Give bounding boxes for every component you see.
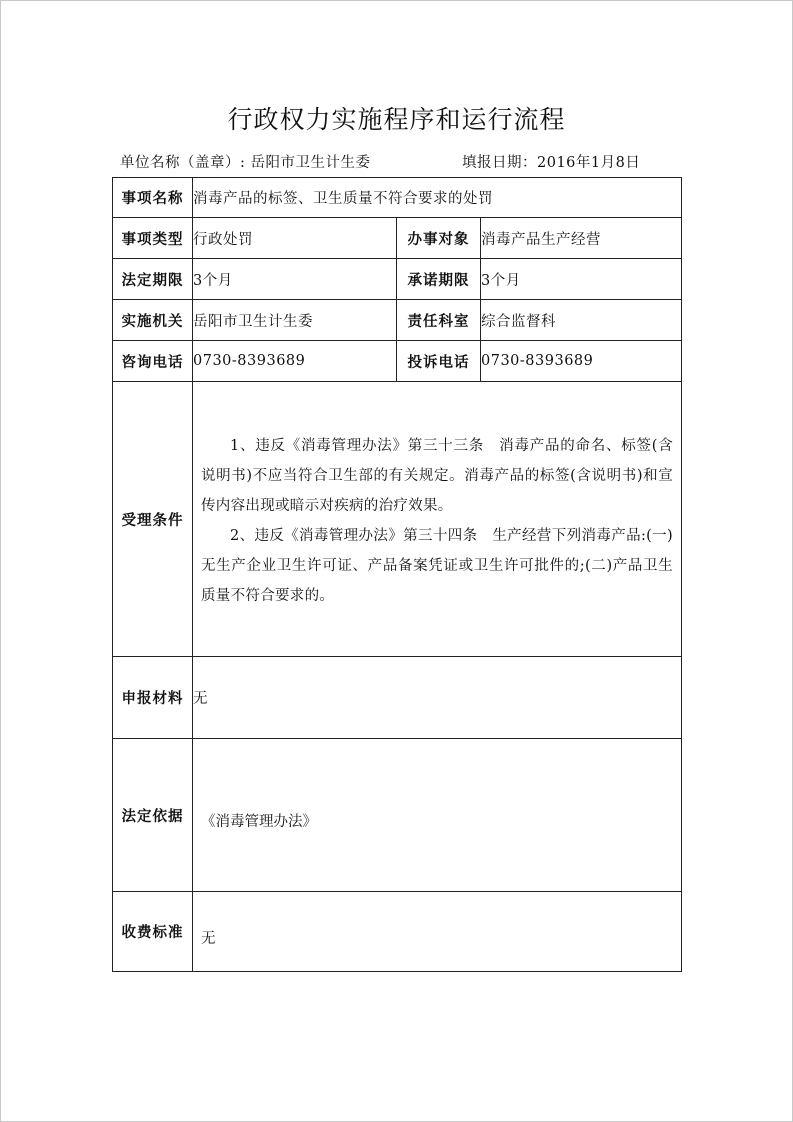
item-name-label: 事项名称 [113, 178, 193, 218]
conditions-value [193, 382, 682, 657]
unit-name: 单位名称（盖章）: 岳阳市卫生计生委 [120, 155, 371, 171]
fees-label: 收费标准 [113, 892, 193, 972]
row-legal-term [113, 259, 682, 300]
department-value: 综合监督科 [481, 300, 682, 341]
basis-cell [193, 739, 682, 892]
procedure-table [112, 177, 682, 972]
agency-label: 实施机关 [113, 300, 193, 341]
condition-paragraph-2: 2、违反《消毒管理办法》第三十四条 生产经营下列消毒产品:(一)无生产企业卫生许可证、产品备案凭证或卫生许可批件的;(二)产品卫生质量不符合要求的。 [201, 528, 674, 604]
row-agency [113, 300, 682, 341]
fees-cell [193, 892, 682, 972]
row-conditions [113, 382, 682, 657]
materials-label: 申报材料 [113, 657, 193, 739]
row-fees [113, 892, 682, 972]
legal-term-label: 法定期限 [113, 259, 193, 300]
fees-value: 无 [201, 931, 216, 947]
target-label: 办事对象 [397, 218, 481, 259]
fill-date: 填报日期：2016年1月8日 [462, 155, 641, 171]
item-type-value: 行政处罚 [193, 218, 397, 259]
promised-term-label: 承诺期限 [397, 259, 481, 300]
materials-value: 无 [193, 657, 682, 739]
consult-phone-label: 咨询电话 [113, 341, 193, 382]
row-item-name [113, 178, 682, 218]
conditions-label: 受理条件 [113, 382, 193, 657]
row-item-type [113, 218, 682, 259]
basis-label: 法定依据 [113, 739, 193, 892]
target-value: 消毒产品生产经营 [481, 218, 682, 259]
complaint-phone-value: 0730-8393689 [481, 341, 682, 382]
promised-term-value: 3个月 [481, 259, 682, 300]
row-materials [113, 657, 682, 739]
row-phone [113, 341, 682, 382]
document-title: 行政权力实施程序和运行流程 [227, 105, 566, 134]
department-label: 责任科室 [397, 300, 481, 341]
basis-value: 《消毒管理办法》 [201, 813, 317, 830]
agency-value: 岳阳市卫生计生委 [193, 300, 397, 341]
complaint-phone-label: 投诉电话 [397, 341, 481, 382]
row-basis [113, 739, 682, 892]
item-type-label: 事项类型 [113, 218, 193, 259]
condition-paragraph-1: 1、违反《消毒管理办法》第三十三条 消毒产品的命名、标签(含说明书)不应当符合卫生部的有关规定。消毒产品的标签(含说明书)和宣传内容出现或暗示对疾病的治疗效果。 [201, 438, 674, 514]
legal-term-value: 3个月 [193, 259, 397, 300]
item-name-value: 消毒产品的标签、卫生质量不符合要求的处罚 [193, 178, 682, 218]
consult-phone-value: 0730-8393689 [193, 341, 397, 382]
